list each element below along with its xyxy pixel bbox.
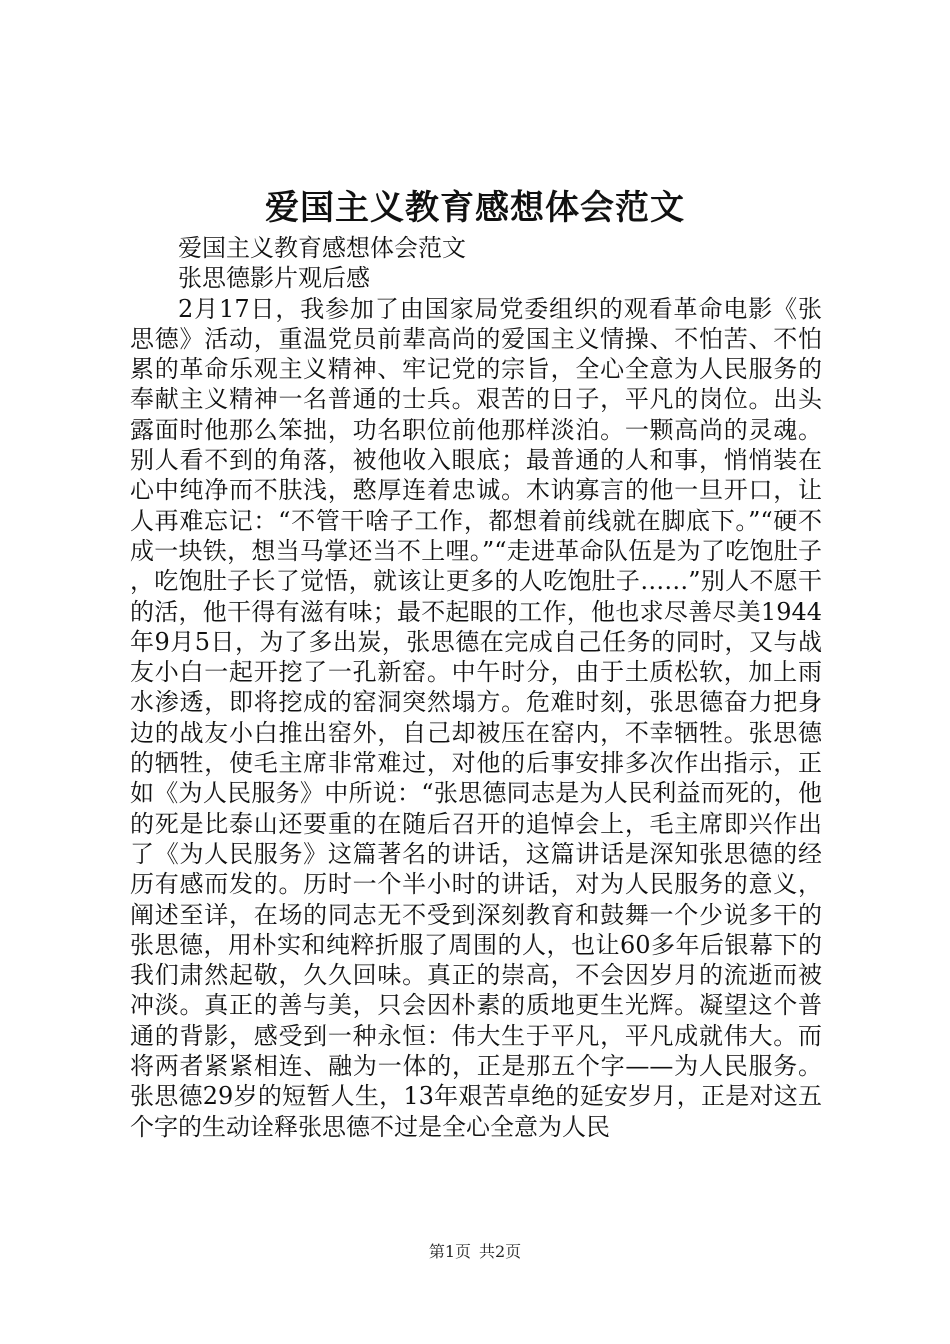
document-body: [130, 233, 822, 1142]
document-title: 爱国主义教育感想体会范文: [265, 188, 685, 228]
page-total: 共2页: [479, 1242, 522, 1261]
subtitle-line: 爱国主义教育感想体会范文: [178, 234, 466, 262]
page-number: 第1页: [428, 1242, 471, 1261]
body-paragraph: 2月17日，我参加了由国家局党委组织的观看革命电影《张思德》活动，重温党员前辈高尚的爱国主义情操、不怕苦、不怕累的革命乐观主义精神、牢记党的宗旨，全心全意为人民服务的奉献主义精神一名普通的士兵。艰苦的日子，平凡的岗位。出头露面时他那么笨拙，功名职位前他那样淡泊。一颗高尚的灵魂。别人看不到的角落，被他收入眼底；最普通的人和事，悄悄装在心中纯净而不肤浅，憨厚连着忠诚。木讷寡言的他一旦开口，让人再难忘记：“不管干啥子工作，都想着前线就在脚底下。”“硬不成一块铁，想当马掌还当不上哩。”“走进革命队伍是为了吃饱肚子，吃饱肚子长了觉悟，就该让更多的人吃饱肚子……”别人不愿干的活，他干得有滋有味；最不起眼的工作，他也求尽善尽美1944年9月5日，为了多出炭，张思德在完成自己任务的同时，又与战友小白一起开挖了一孔新窑。中午时分，由于土质松软，加上雨水渗透，即将挖成的窑洞突然塌方。危难时刻，张思德奋力把身边的战友小白推出窑外，自己却被压在窑内，不幸牺牲。张思德的牺牲，使毛主席非常难过，对他的后事安排多次作出指示，正如《为人民服务》中所说：“张思德同志是为人民利益而死的，他的死是比泰山还要重的在随后召开的追悼会上，毛主席即兴作出了《为人民服务》这篇著名的讲话，这篇讲话是深知张思德的经历有感而发的。历时一个半小时的讲话，对为人民服务的意义，阐述至详，在场的同志无不受到深刻教育和鼓舞一个少说多干的张思德，用朴实和纯粹折服了周围的人，也让60多年后银幕下的我们肃然起敬，久久回味。真正的崇高，不会因岁月的流逝而被冲淡。真正的善与美，只会因朴素的质地更生光辉。凝望这个普通的背影，感受到一种永恒：伟大生于平凡，平凡成就伟大。而将两者紧紧相连、融为一体的，正是那五个字——为人民服务。张思德29岁的短暂人生，13年艰苦卓绝的延安岁月，正是对这五个字的生动诠释张思德不过是全心全意为人民: [130, 294, 822, 1141]
section-heading: 张思德影片观后感: [178, 264, 370, 293]
page-footer: [0, 1240, 950, 1264]
